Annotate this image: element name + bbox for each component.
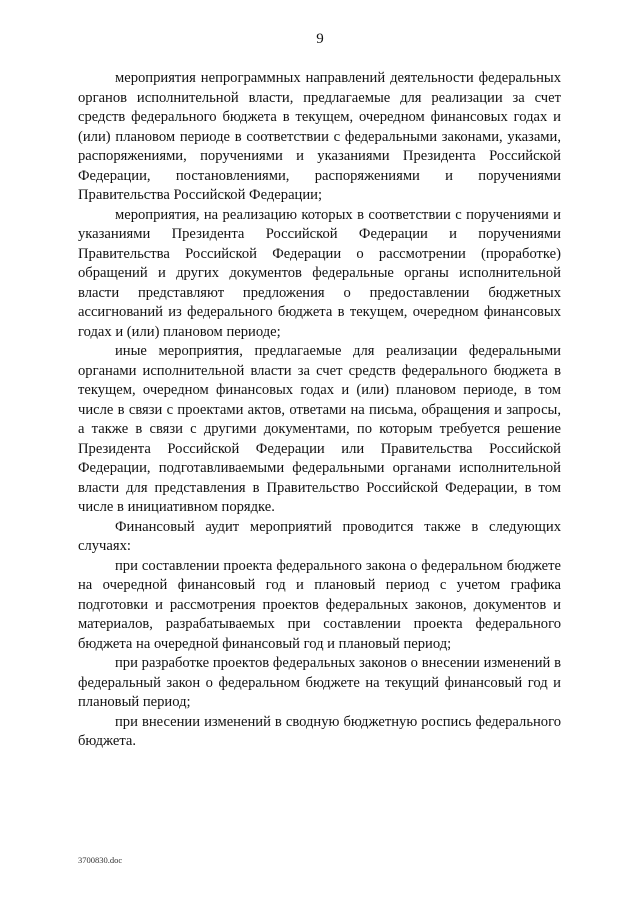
paragraph-nonprogram-activities: мероприятия непрограммных направлений деятельности федеральных органов исполнительной власти, предлагаемые для реализации за счет средств федерального бюджета в текущем, очередном финансовых годах и (или) плановом периоде в соответствии с федеральными законами, указами, распоряжениями, поручениями и указаниями Президента Российской Федерации, постановлениями, распоряжениями и поручениями Правительства Российской Федерации; xyxy=(78,70,561,203)
paragraph-other-activities: иные мероприятия, предлагаемые для реализации федеральными органами исполнительной власти за счет средств федерального бюджета в текущем, очередном финансовых годах и (или) плановом периоде, в том числе в связи с проектами актов, ответами на письма, обращения и запросы, а также в связи с другими документами, по которым требуется решение Президента Российской Федерации или Правительства Российской Федерации, подготавливаемыми федеральными органами исполнительной власти для представления в Правительство Российской Федерации, в том числе в инициативном порядке. xyxy=(78,343,561,515)
paragraph-case-budget-amendments: при разработке проектов федеральных законов о внесении изменений в федеральный закон о федеральном бюджете на текущий финансовый год и плановый период; xyxy=(78,655,561,710)
document-body xyxy=(78,69,561,752)
page-number: 9 xyxy=(316,31,324,47)
paragraph-audit-cases-intro: Финансовый аудит мероприятий проводится также в следующих случаях: xyxy=(78,518,561,554)
paragraph-case-budget-draft: при составлении проекта федерального закона о федеральном бюджете на очередной финансовый год и плановый период с учетом графика подготовки и рассмотрения проектов федеральных законов, документов и материалов, разрабатываемых при составлении проекта федерального бюджета на очередной финансовый год и плановый период; xyxy=(78,557,561,652)
paragraph-case-budget-schedule: при внесении изменений в сводную бюджетную роспись федерального бюджета. xyxy=(78,713,561,749)
document-file-code: 3700830.doc xyxy=(78,855,123,865)
paragraph-instructions-activities: мероприятия, на реализацию которых в соответствии с поручениями и указаниями Президента Российской Федерации и поручениями Правительства Российской Федерации о рассмотрении (проработке) обращений и других документов федеральные органы исполнительной власти представляют предложения о предоставлении бюджетных ассигнований из федерального бюджета в текущем, очередном финансовых годах и (или) плановом периоде; xyxy=(78,206,561,340)
